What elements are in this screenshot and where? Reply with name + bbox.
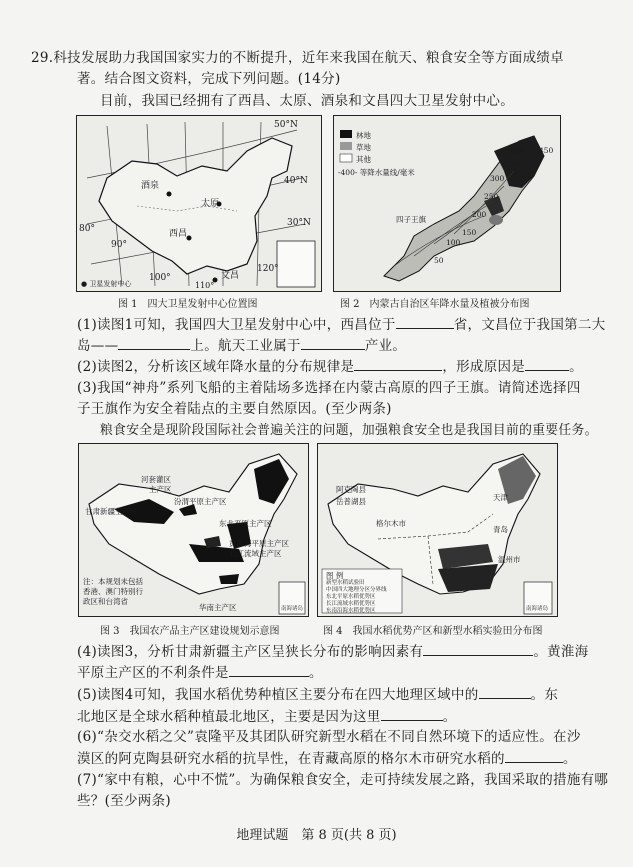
context-food-security: 粮食安全是现阶段国际社会普遍关注的问题，加强粮食安全也是我国目前的重要任务。 (100, 423, 598, 438)
figure-1-map (76, 115, 322, 292)
figure-2-caption: 图 2 内蒙古自治区年降水量及植被分布图 (340, 299, 530, 310)
label-fenwei: 汾渭平原主产区 (174, 497, 227, 506)
south-china-sea-label-4: 南海诸岛 (526, 606, 549, 612)
label-yuepuhu: 岳普湖县 (336, 497, 366, 506)
answer-blank-industry[interactable] (301, 337, 365, 350)
note-line-3: 政区和台湾省 (83, 597, 128, 606)
answer-blank-precip-reason[interactable] (525, 358, 569, 371)
answer-blank-geermu[interactable] (505, 750, 563, 763)
question-3-line-1: (3)我国“神舟”系列飞船的主着陆场多选择在内蒙古高原的四子王旗。请简述选择四 (77, 380, 581, 396)
label-huanghuai: 黄淮海平原主产区 (229, 539, 289, 548)
answer-blank-precip-pattern[interactable] (354, 358, 442, 371)
label-dongbei: 东北平原主产区 (219, 519, 272, 528)
label-siziwang: 四子王旗 (396, 215, 426, 224)
question-3-line-2: 子王旗作为安全着陆点的主要自然原因。(至少两条) (77, 401, 392, 417)
intro-line-2: 著。结合图文资料，完成下列问题。(14分) (77, 71, 341, 87)
question-4-line-1: (4)读图3，分析甘肃新疆主产区呈狭长分布的影响因素有 。黄淮海 (77, 644, 589, 660)
legend-isohyet: -400- 等降水量线/毫米 (338, 168, 415, 177)
legend-forest: 林地 (356, 131, 371, 140)
question-4-line-2: 平原主产区的不利条件是 。 (77, 665, 323, 681)
figure-3-caption: 图 3 我国农产品主产区建设规划示意图 (100, 626, 280, 637)
figure-3-map (78, 443, 309, 617)
answer-blank-rice-region[interactable] (479, 686, 531, 699)
label-xichang: 西昌 (169, 229, 188, 239)
question-6-line-2: 漠区的阿克陶县研究水稻的抗旱性，在青藏高原的格尔木市研究水稻的 。 (77, 751, 577, 767)
question-7-line-1: (7)“家中有粮，心中不慌”。为确保粮食安全，走可持续发展之路，我国采取的措施有哪 (77, 772, 609, 788)
question-2: (2)读图2，分析该区域年降水量的分布规律是 ，形成原因是 。 (77, 359, 583, 375)
isohyet-350: 350 (504, 160, 519, 169)
label-gansu-xinjiang: 甘肃新疆主产区 (85, 507, 138, 516)
question-6-line-1: (6)“杂交水稻之父”袁隆平及其团队研究新型水稻在不同自然环境下的适应性。在沙 (77, 729, 581, 745)
label-hetao-2: 主产区 (149, 485, 172, 494)
label-50n: 50°N (274, 120, 298, 130)
legend-other: 其他 (356, 155, 371, 164)
isohyet-150: 150 (462, 228, 477, 237)
china-satellite-map (77, 116, 321, 291)
legend-southeast: 东南沿海水稻优势区 (326, 608, 376, 614)
label-wenzhou: 温州市 (498, 555, 521, 564)
label-100: 100° (149, 273, 171, 283)
legend-yangtze: 长江流域水稻优势区 (326, 601, 376, 607)
isohyet-250: 250 (484, 192, 499, 201)
isohyet-400: 400 (510, 146, 525, 155)
legend-grassland: 草地 (356, 143, 371, 152)
figure-4-map (317, 443, 558, 617)
label-40n: 40°N (284, 176, 308, 186)
legend-title: 图 例 (326, 571, 344, 580)
answer-blank-xichang[interactable] (396, 316, 454, 329)
south-china-sea-label: 南海诸岛 (281, 606, 304, 612)
note-line-1: 注：本规划未包括 (83, 577, 143, 586)
label-qingdao: 青岛 (493, 525, 508, 534)
label-90: 90° (111, 240, 127, 250)
label-110: 110° (195, 281, 215, 290)
question-5-line-2: 北地区是全球水稻种植最北地区，主要是因为这里 。 (77, 709, 457, 725)
label-jiuquan: 酒泉 (141, 181, 160, 191)
question-1-line-2: 岛—— 上。航天工业属于 产业。 (77, 338, 407, 354)
label-geermu: 格尔木市 (376, 519, 406, 528)
isohyet-300: 300 (490, 174, 505, 183)
label-changjiang: 长江流域主产区 (229, 549, 282, 558)
label-huanan: 华南主产区 (199, 603, 237, 612)
answer-blank-gansu-factors[interactable] (423, 643, 533, 656)
intro-line-1: 科技发展助力我国国家实力的不断提升，近年来我国在航天、粮食安全等方面成绩卓 (53, 50, 564, 66)
legend-northeast: 东北平原水稻优势区 (326, 594, 376, 600)
isohyet-450: 450 (539, 146, 554, 155)
question-5-line-1: (5)读图4可知，我国水稻优势种植区主要分布在四大地理区域中的 。东 (77, 687, 559, 703)
figure-1-legend: ● 卫星发射中心 (81, 280, 132, 288)
context-satellite: 目前，我国已经拥有了西昌、太原、酒泉和文昌四大卫星发射中心。 (100, 93, 514, 109)
legend-test-field: 新型水稻试验田 (326, 580, 365, 586)
label-120: 120° (257, 264, 279, 274)
label-30n: 30°N (287, 218, 311, 228)
isohyet-100: 100 (446, 238, 461, 247)
label-tianjin: 天津 (493, 493, 508, 502)
isohyet-50: 50 (434, 256, 444, 265)
isohyet-200: 200 (472, 210, 487, 219)
xichang-dot (187, 236, 192, 241)
label-hetao: 河套灌区 (141, 475, 171, 484)
label-aketao: 阿克陶县 (336, 485, 366, 494)
question-1-line-1: (1)读图1可知，我国四大卫星发射中心中，西昌位于 省，文昌位于我国第二大 (77, 317, 606, 333)
label-taiyuan: 太原 (201, 199, 220, 209)
answer-blank-wenchang[interactable] (118, 337, 190, 350)
note-line-2: 香港、澳门特别行 (83, 587, 143, 596)
question-number: 29.科技发展助力我国国家实力的不断提升，近年来我国在航天、粮食安全等方面成绩卓 (31, 50, 564, 66)
answer-blank-northeast[interactable] (381, 708, 443, 721)
label-wenchang: 文昌 (221, 271, 240, 281)
legend-boundary: 中国四大地理分区分界线 (326, 587, 387, 593)
figure-2-map (333, 115, 561, 292)
answer-blank-huanghuai[interactable] (229, 664, 309, 677)
label-80: 80° (79, 224, 95, 234)
jiuquan-dot (167, 192, 172, 197)
page-footer: 地理试题 第 8 页(共 8 页) (236, 828, 397, 843)
figure-1-caption: 图 1 四大卫星发射中心位置图 (118, 299, 258, 310)
figure-4-caption: 图 4 我国水稻优势产区和新型水稻实验田分布图 (323, 626, 543, 637)
question-7-line-2: 些？(至少两条) (77, 793, 171, 809)
